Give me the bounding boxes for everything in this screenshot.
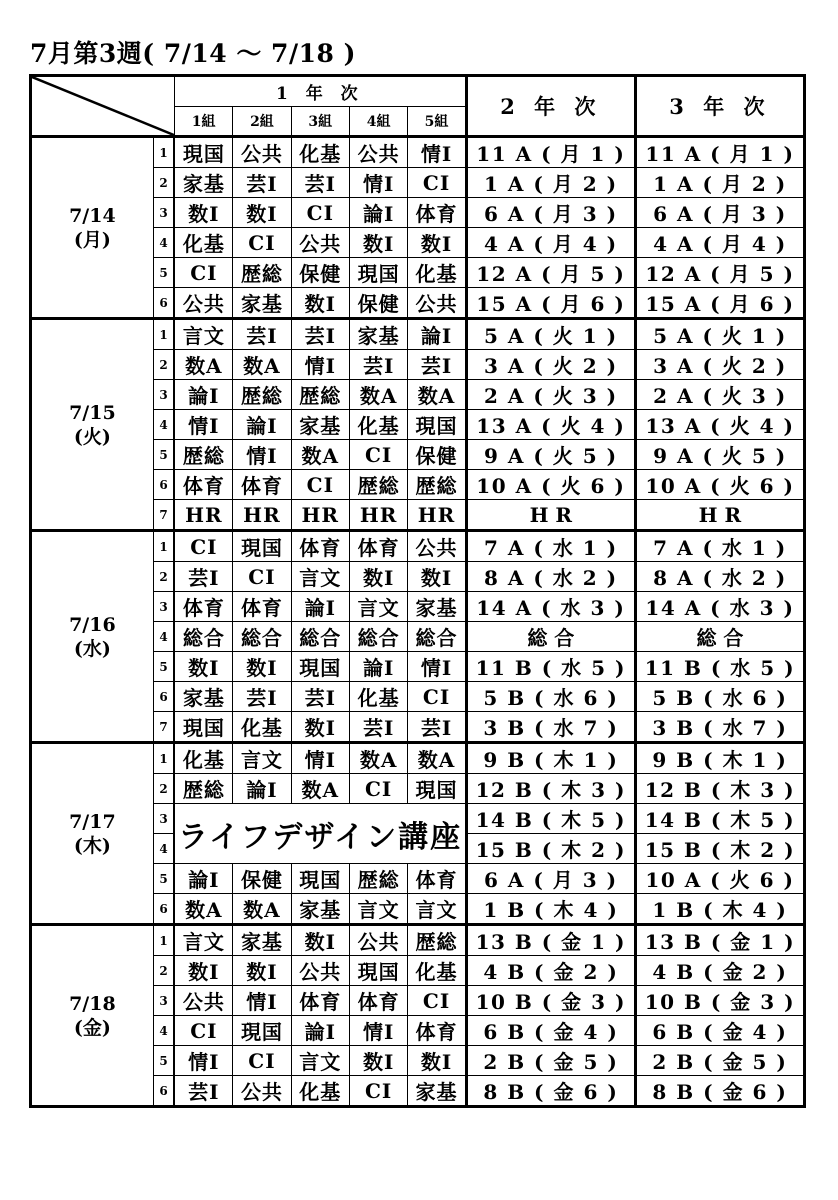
grade1-class4-subject: CⅠ (349, 1076, 407, 1107)
period-number: 6 (153, 1076, 174, 1107)
period-number: 1 (153, 319, 174, 350)
grade1-class3-subject: 保健 (291, 258, 349, 288)
period-number: 6 (153, 682, 174, 712)
grade1-class4-subject: 公共 (349, 137, 407, 168)
grade3-cell: 2 A ( 火 3 ) (635, 380, 804, 410)
grade1-class2-subject: 家基 (233, 925, 291, 956)
grade1-class5-subject: 体育 (408, 198, 466, 228)
grade1-class1-subject: 化基 (174, 228, 232, 258)
header-class-4: 4組 (349, 107, 407, 137)
grade1-class2-subject: 公共 (233, 1076, 291, 1107)
grade1-class3-subject: 現国 (291, 864, 349, 894)
period-number: 3 (153, 986, 174, 1016)
grade1-class2-subject: 数Ⅰ (233, 652, 291, 682)
grade3-cell: 3 B ( 水 7 ) (635, 712, 804, 743)
grade3-cell: 12 B ( 木 3 ) (635, 774, 804, 804)
grade1-class5-subject: 総合 (408, 622, 466, 652)
grade3-cell: 9 B ( 木 1 ) (635, 743, 804, 774)
grade1-class1-subject: 芸Ⅰ (174, 1076, 232, 1107)
grade1-class3-subject: CⅠ (291, 470, 349, 500)
grade1-class2-subject: CⅠ (233, 228, 291, 258)
grade2-cell: 6 A ( 月 3 ) (466, 198, 635, 228)
grade1-class3-subject: 数A (291, 440, 349, 470)
grade2-cell: 15 B ( 木 2 ) (466, 834, 635, 864)
grade1-class1-subject: 家基 (174, 168, 232, 198)
grade2-cell: 10 B ( 金 3 ) (466, 986, 635, 1016)
day-weekday: (木) (73, 834, 111, 857)
period-number: 7 (153, 712, 174, 743)
grade1-class2-subject: 数Ⅰ (233, 956, 291, 986)
grade1-class3-subject: HR (291, 500, 349, 531)
grade1-class5-subject: 数Ⅰ (408, 1046, 466, 1076)
grade1-class4-subject: CⅠ (349, 440, 407, 470)
grade1-class4-subject: 現国 (349, 258, 407, 288)
grade1-class4-subject: 芸Ⅰ (349, 712, 407, 743)
grade2-cell: 14 A ( 水 3 ) (466, 592, 635, 622)
period-number: 4 (153, 622, 174, 652)
grade1-class4-subject: 保健 (349, 288, 407, 319)
day-weekday: (金) (73, 1016, 111, 1039)
grade2-cell: 8 A ( 水 2 ) (466, 562, 635, 592)
grade1-class2-subject: 言文 (233, 743, 291, 774)
grade1-class4-subject: 化基 (349, 410, 407, 440)
grade1-class2-subject: 歴総 (233, 258, 291, 288)
period-number: 4 (153, 410, 174, 440)
grade3-cell: 10 B ( 金 3 ) (635, 986, 804, 1016)
grade1-class5-subject: 数A (408, 743, 466, 774)
grade3-cell: 13 A ( 火 4 ) (635, 410, 804, 440)
grade1-class5-subject: 化基 (408, 956, 466, 986)
grade1-class4-subject: 言文 (349, 894, 407, 925)
grade1-class3-subject: 情Ⅰ (291, 743, 349, 774)
grade3-cell: 4 B ( 金 2 ) (635, 956, 804, 986)
header-grade2: 2 年 次 (466, 76, 635, 137)
grade1-class1-subject: CⅠ (174, 531, 232, 562)
grade1-class3-subject: 芸Ⅰ (291, 319, 349, 350)
grade1-class5-subject: 芸Ⅰ (408, 350, 466, 380)
grade3-cell: 7 A ( 水 1 ) (635, 531, 804, 562)
day-weekday: (水) (73, 637, 111, 660)
grade1-class3-subject: 家基 (291, 894, 349, 925)
grade1-class3-subject: 総合 (291, 622, 349, 652)
grade1-class1-subject: 数Ⅰ (174, 652, 232, 682)
grade1-class2-subject: 歴総 (233, 380, 291, 410)
grade1-class4-subject: 数Ⅰ (349, 1046, 407, 1076)
grade3-cell: 15 A ( 月 6 ) (635, 288, 804, 319)
grade3-cell: 11 B ( 水 5 ) (635, 652, 804, 682)
grade1-class2-subject: 化基 (233, 712, 291, 743)
grade2-cell: 1 B ( 木 4 ) (466, 894, 635, 925)
grade2-cell: 10 A ( 火 6 ) (466, 470, 635, 500)
grade1-class4-subject: 公共 (349, 925, 407, 956)
grade1-class2-subject: 現国 (233, 1016, 291, 1046)
day-date-cell (31, 925, 154, 1107)
grade3-cell: 1 A ( 月 2 ) (635, 168, 804, 198)
grade3-cell: 13 B ( 金 1 ) (635, 925, 804, 956)
grade3-cell: 15 B ( 木 2 ) (635, 834, 804, 864)
grade1-class3-subject: 論Ⅰ (291, 592, 349, 622)
period-number: 5 (153, 440, 174, 470)
grade1-class3-subject: 数Ⅰ (291, 288, 349, 319)
grade1-class5-subject: 体育 (408, 1016, 466, 1046)
grade1-class5-subject: 家基 (408, 592, 466, 622)
header-class-2: 2組 (233, 107, 291, 137)
grade1-class5-subject: 公共 (408, 288, 466, 319)
period-number: 4 (153, 1016, 174, 1046)
grade1-class1-subject: 歴総 (174, 774, 232, 804)
grade1-class1-subject: 歴総 (174, 440, 232, 470)
grade1-class1-subject: 数Ⅰ (174, 198, 232, 228)
grade1-class1-subject: CⅠ (174, 258, 232, 288)
grade3-cell: 1 B ( 木 4 ) (635, 894, 804, 925)
day-date: 7/15 (69, 401, 116, 424)
grade1-class3-subject: 数A (291, 774, 349, 804)
grade1-class3-subject: 公共 (291, 228, 349, 258)
header-class-1: 1組 (174, 107, 232, 137)
grade2-cell: 12 B ( 木 3 ) (466, 774, 635, 804)
grade1-class2-subject: 保健 (233, 864, 291, 894)
grade1-class4-subject: 数Ⅰ (349, 228, 407, 258)
grade1-class1-subject: 体育 (174, 470, 232, 500)
grade1-class1-subject: HR (174, 500, 232, 531)
grade1-class4-subject: 論Ⅰ (349, 652, 407, 682)
period-number: 1 (153, 925, 174, 956)
grade3-cell: 9 A ( 火 5 ) (635, 440, 804, 470)
period-number: 2 (153, 956, 174, 986)
period-number: 3 (153, 804, 174, 834)
grade1-class3-subject: 体育 (291, 986, 349, 1016)
grade1-class5-subject: 芸Ⅰ (408, 712, 466, 743)
grade1-class1-subject: 情Ⅰ (174, 1046, 232, 1076)
period-number: 2 (153, 350, 174, 380)
period-number: 3 (153, 592, 174, 622)
grade1-class1-subject: 公共 (174, 288, 232, 319)
period-number: 5 (153, 1046, 174, 1076)
grade1-class4-subject: 歴総 (349, 470, 407, 500)
grade1-class5-subject: 数Ⅰ (408, 228, 466, 258)
grade1-class2-subject: 家基 (233, 288, 291, 319)
grade1-class2-subject: 情Ⅰ (233, 440, 291, 470)
grade1-class2-subject: 芸Ⅰ (233, 168, 291, 198)
grade2-cell: 5 A ( 火 1 ) (466, 319, 635, 350)
period-number: 4 (153, 228, 174, 258)
grade1-class5-subject: 化基 (408, 258, 466, 288)
grade1-class5-subject: CⅠ (408, 682, 466, 712)
grade3-cell: 12 A ( 月 5 ) (635, 258, 804, 288)
period-row (31, 531, 805, 562)
grade3-cell: 10 A ( 火 6 ) (635, 470, 804, 500)
grade1-class3-subject: 化基 (291, 137, 349, 168)
grade1-class5-subject: HR (408, 500, 466, 531)
grade3-cell: 14 A ( 水 3 ) (635, 592, 804, 622)
grade1-class1-subject: 化基 (174, 743, 232, 774)
grade2-cell: 9 B ( 木 1 ) (466, 743, 635, 774)
grade1-class5-subject: 情Ⅰ (408, 652, 466, 682)
grade1-class1-subject: 言文 (174, 319, 232, 350)
grade1-class3-subject: 数Ⅰ (291, 925, 349, 956)
grade1-class1-subject: 論Ⅰ (174, 864, 232, 894)
grade1-class4-subject: 数A (349, 380, 407, 410)
day-date-cell (31, 531, 154, 743)
grade1-class1-subject: 体育 (174, 592, 232, 622)
day-date: 7/14 (69, 204, 116, 227)
grade1-class1-subject: 芸Ⅰ (174, 562, 232, 592)
grade3-cell: 14 B ( 木 5 ) (635, 804, 804, 834)
period-number: 4 (153, 834, 174, 864)
period-number: 5 (153, 864, 174, 894)
header-grade3: 3 年 次 (635, 76, 804, 137)
grade3-cell: 11 A ( 月 1 ) (635, 137, 804, 168)
grade2-cell: 2 A ( 火 3 ) (466, 380, 635, 410)
grade3-cell: 8 A ( 水 2 ) (635, 562, 804, 592)
grade2-cell: 7 A ( 水 1 ) (466, 531, 635, 562)
grade2-cell: 3 A ( 火 2 ) (466, 350, 635, 380)
grade1-class2-subject: 公共 (233, 137, 291, 168)
grade1-class5-subject: 家基 (408, 1076, 466, 1107)
grade1-class1-subject: 論Ⅰ (174, 380, 232, 410)
grade2-cell: 14 B ( 木 5 ) (466, 804, 635, 834)
period-number: 5 (153, 652, 174, 682)
grade1-class4-subject: 体育 (349, 986, 407, 1016)
grade1-class5-subject: 現国 (408, 410, 466, 440)
grade2-cell: 4 A ( 月 4 ) (466, 228, 635, 258)
timetable (29, 74, 806, 1108)
grade1-class1-subject: 数A (174, 894, 232, 925)
grade1-class2-subject: 芸Ⅰ (233, 319, 291, 350)
period-row (31, 925, 805, 956)
grade1-class5-subject: 歴総 (408, 470, 466, 500)
grade1-class2-subject: HR (233, 500, 291, 531)
grade3-cell: 6 A ( 月 3 ) (635, 198, 804, 228)
grade1-class2-subject: 総合 (233, 622, 291, 652)
grade2-cell: 2 B ( 金 5 ) (466, 1046, 635, 1076)
grade1-class2-subject: CⅠ (233, 1046, 291, 1076)
grade1-class3-subject: 歴総 (291, 380, 349, 410)
period-number: 3 (153, 380, 174, 410)
grade3-cell: 総 合 (635, 622, 804, 652)
grade2-cell: 5 B ( 水 6 ) (466, 682, 635, 712)
grade2-cell: 3 B ( 水 7 ) (466, 712, 635, 743)
grade1-class5-subject: 公共 (408, 531, 466, 562)
grade1-class5-subject: 保健 (408, 440, 466, 470)
header-corner-cell (31, 76, 175, 137)
grade1-class2-subject: 数Ⅰ (233, 198, 291, 228)
grade1-class2-subject: 芸Ⅰ (233, 682, 291, 712)
grade1-class1-subject: 家基 (174, 682, 232, 712)
grade1-class1-subject: 言文 (174, 925, 232, 956)
grade1-class1-subject: 総合 (174, 622, 232, 652)
grade3-cell: 6 B ( 金 4 ) (635, 1016, 804, 1046)
day-date-cell (31, 743, 154, 925)
period-number: 5 (153, 258, 174, 288)
grade1-class1-subject: 情Ⅰ (174, 410, 232, 440)
period-number: 2 (153, 562, 174, 592)
grade1-class3-subject: 言文 (291, 1046, 349, 1076)
grade1-class2-subject: 数A (233, 894, 291, 925)
grade2-cell: 13 A ( 火 4 ) (466, 410, 635, 440)
day-weekday: (火) (73, 425, 111, 448)
grade1-class2-subject: 体育 (233, 470, 291, 500)
grade1-class3-subject: 家基 (291, 410, 349, 440)
grade1-class4-subject: 現国 (349, 956, 407, 986)
corner-diagonal-line (32, 77, 174, 135)
timetable-body (31, 137, 805, 1107)
grade1-class4-subject: 体育 (349, 531, 407, 562)
period-number: 3 (153, 198, 174, 228)
grade1-class4-subject: 数A (349, 743, 407, 774)
grade1-class4-subject: CⅠ (349, 774, 407, 804)
grade1-class4-subject: 言文 (349, 592, 407, 622)
grade1-class4-subject: 化基 (349, 682, 407, 712)
grade1-class3-subject: 数Ⅰ (291, 712, 349, 743)
grade2-cell: H R (466, 500, 635, 531)
grade1-class2-subject: 論Ⅰ (233, 410, 291, 440)
grade1-class3-subject: 化基 (291, 1076, 349, 1107)
grade1-class3-subject: 体育 (291, 531, 349, 562)
day-weekday: (月) (73, 228, 111, 251)
grade1-class1-subject: 公共 (174, 986, 232, 1016)
grade3-cell: H R (635, 500, 804, 531)
grade2-cell: 12 A ( 月 5 ) (466, 258, 635, 288)
period-number: 1 (153, 531, 174, 562)
grade1-class5-subject: 体育 (408, 864, 466, 894)
lifedesign-course-cell: ライフデザイン講座 (174, 804, 466, 864)
grade3-cell: 10 A ( 火 6 ) (635, 864, 804, 894)
period-number: 1 (153, 137, 174, 168)
grade1-class1-subject: 数A (174, 350, 232, 380)
grade1-class4-subject: 数Ⅰ (349, 562, 407, 592)
grade1-class4-subject: 歴総 (349, 864, 407, 894)
grade1-class5-subject: CⅠ (408, 986, 466, 1016)
grade2-cell: 1 A ( 月 2 ) (466, 168, 635, 198)
header-class-5: 5組 (408, 107, 466, 137)
grade1-class4-subject: 情Ⅰ (349, 168, 407, 198)
grade1-class3-subject: 公共 (291, 956, 349, 986)
grade2-cell: 15 A ( 月 6 ) (466, 288, 635, 319)
grade3-cell: 4 A ( 月 4 ) (635, 228, 804, 258)
grade1-class3-subject: 情Ⅰ (291, 350, 349, 380)
day-date: 7/16 (69, 613, 116, 636)
grade1-class2-subject: 数A (233, 350, 291, 380)
grade1-class5-subject: 現国 (408, 774, 466, 804)
grade3-cell: 3 A ( 火 2 ) (635, 350, 804, 380)
grade1-class3-subject: 言文 (291, 562, 349, 592)
grade1-class5-subject: 数A (408, 380, 466, 410)
grade3-cell: 5 A ( 火 1 ) (635, 319, 804, 350)
grade2-cell: 6 A ( 月 3 ) (466, 864, 635, 894)
grade1-class4-subject: HR (349, 500, 407, 531)
grade1-class5-subject: 情Ⅰ (408, 137, 466, 168)
grade1-class5-subject: CⅠ (408, 168, 466, 198)
period-number: 1 (153, 743, 174, 774)
period-row (31, 137, 805, 168)
grade1-class5-subject: 論Ⅰ (408, 319, 466, 350)
day-date: 7/18 (69, 992, 116, 1015)
grade1-class3-subject: 論Ⅰ (291, 1016, 349, 1046)
grade1-class1-subject: CⅠ (174, 1016, 232, 1046)
period-row (31, 743, 805, 774)
grade1-class2-subject: 現国 (233, 531, 291, 562)
header-grade1: 1 年 次 (174, 76, 466, 107)
period-number: 6 (153, 288, 174, 319)
grade1-class3-subject: CⅠ (291, 198, 349, 228)
page-title: 7月第3週( 7/14 〜 7/18 ) (30, 39, 356, 68)
header-class-3: 3組 (291, 107, 349, 137)
grade1-class2-subject: 論Ⅰ (233, 774, 291, 804)
period-number: 6 (153, 894, 174, 925)
day-date-cell (31, 137, 154, 319)
grade2-cell: 総 合 (466, 622, 635, 652)
period-number: 2 (153, 774, 174, 804)
grade1-class4-subject: 総合 (349, 622, 407, 652)
grade3-cell: 5 B ( 水 6 ) (635, 682, 804, 712)
grade1-class4-subject: 芸Ⅰ (349, 350, 407, 380)
grade2-cell: 8 B ( 金 6 ) (466, 1076, 635, 1107)
grade2-cell: 6 B ( 金 4 ) (466, 1016, 635, 1046)
grade1-class2-subject: CⅠ (233, 562, 291, 592)
grade1-class5-subject: 言文 (408, 894, 466, 925)
day-date: 7/17 (69, 810, 116, 833)
grade1-class1-subject: 数Ⅰ (174, 956, 232, 986)
grade1-class1-subject: 現国 (174, 137, 232, 168)
period-number: 2 (153, 168, 174, 198)
grade2-cell: 11 B ( 水 5 ) (466, 652, 635, 682)
grade1-class3-subject: 芸Ⅰ (291, 682, 349, 712)
grade1-class2-subject: 体育 (233, 592, 291, 622)
grade2-cell: 11 A ( 月 1 ) (466, 137, 635, 168)
grade1-class5-subject: 数Ⅰ (408, 562, 466, 592)
grade1-class1-subject: 現国 (174, 712, 232, 743)
grade1-class5-subject: 歴総 (408, 925, 466, 956)
period-number: 6 (153, 470, 174, 500)
grade2-cell: 13 B ( 金 1 ) (466, 925, 635, 956)
period-number: 7 (153, 500, 174, 531)
grade2-cell: 4 B ( 金 2 ) (466, 956, 635, 986)
day-date-cell (31, 319, 154, 531)
grade1-class4-subject: 情Ⅰ (349, 1016, 407, 1046)
grade2-cell: 9 A ( 火 5 ) (466, 440, 635, 470)
grade1-class4-subject: 家基 (349, 319, 407, 350)
period-row (31, 319, 805, 350)
grade3-cell: 2 B ( 金 5 ) (635, 1046, 804, 1076)
grade1-class4-subject: 論Ⅰ (349, 198, 407, 228)
grade3-cell: 8 B ( 金 6 ) (635, 1076, 804, 1107)
grade1-class2-subject: 情Ⅰ (233, 986, 291, 1016)
grade1-class3-subject: 現国 (291, 652, 349, 682)
grade1-class3-subject: 芸Ⅰ (291, 168, 349, 198)
